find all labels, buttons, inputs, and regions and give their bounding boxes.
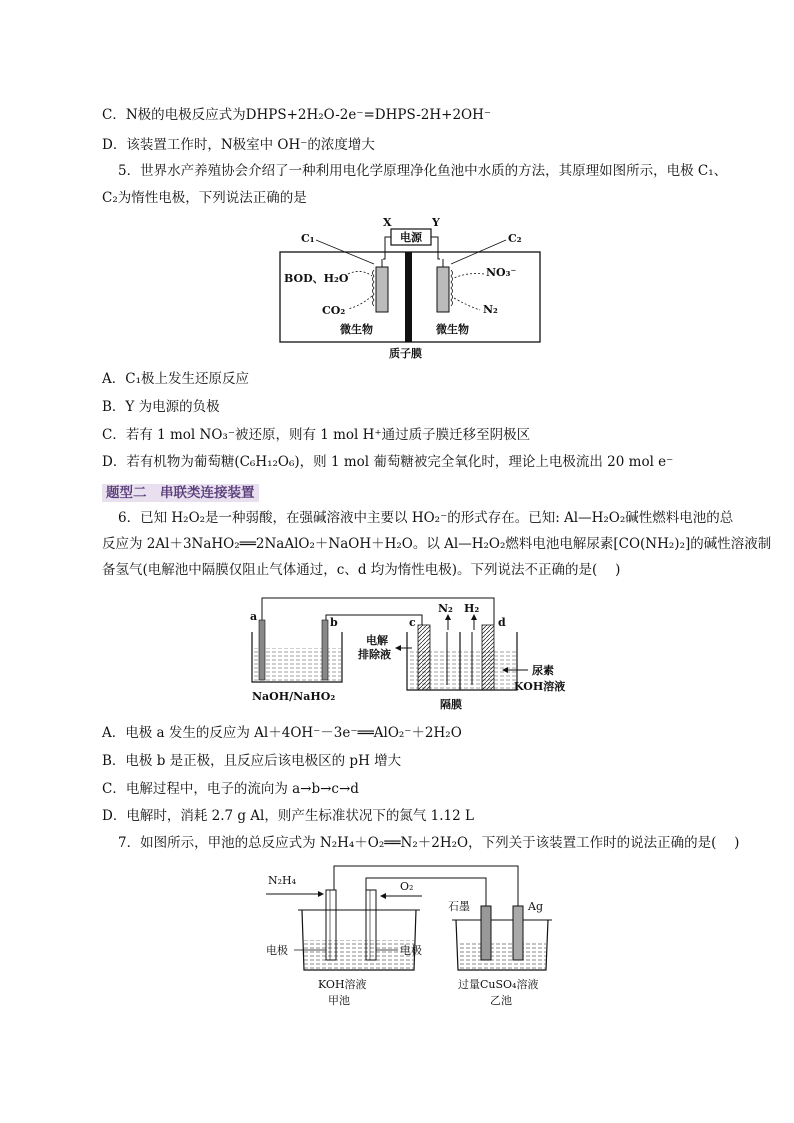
electrode-b-label: b [330, 616, 338, 629]
terminal-x-label: X [383, 216, 392, 229]
electrode-c1-label: C₁ [301, 232, 315, 245]
q6-option-d: D．电解时，消耗 2.7 g Al，则产生标准状况下的氮气 1.12 L [102, 808, 474, 824]
diaphragm-label: 隔膜 [440, 698, 462, 711]
electrode-left-label: 电极 [266, 944, 288, 957]
koh-solution-label: KOH溶液 [318, 978, 367, 991]
electrode-d-label: d [498, 616, 506, 629]
nitrogen-label: N₂ [483, 303, 498, 316]
q4-option-c: C．N极的电极反应式为DHPS+2H₂O-2e⁻=DHPS-2H+2OH⁻ [102, 107, 492, 123]
cuso4-label: 过量CuSO₄溶液 [458, 978, 539, 991]
power-source-label: 电源 [400, 231, 422, 244]
q5-option-c: C．若有 1 mol NO₃⁻被还原，则有 1 mol H⁺通过质子膜迁移至阴极区 [102, 427, 531, 443]
q5-stem-line1: 5．世界水产养殖协会介绍了一种利用电化学原理净化鱼池中水质的方法，其原理如图所示，电极 C₁、 [118, 163, 728, 179]
q5-option-d: D．若有机物为葡萄糖(C₆H₁₂O₆)，则 1 mol 葡萄糖被完全氧化时，理论上电极流出 20 mol e⁻ [102, 454, 674, 470]
terminal-y-label: Y [432, 216, 440, 229]
proton-membrane-label: 质子膜 [389, 347, 422, 360]
o2-label: O₂ [400, 880, 414, 893]
q5-option-b: B．Y 为电源的负极 [102, 399, 220, 415]
q4-option-d: D．该装置工作时，N极室中 OH⁻的浓度增大 [102, 137, 375, 153]
q7-figure [262, 858, 572, 1013]
waste-label-1: 电解 [366, 634, 388, 647]
koh-label: KOH溶液 [514, 680, 566, 693]
q6-option-b: B．电极 b 是正极，且反应后该电极区的 pH 增大 [102, 753, 402, 769]
naoh-label: NaOH/NaHO₂ [252, 690, 336, 703]
q6-stem-line2: 反应为 2Al＋3NaHO₂══2NaAlO₂＋NaOH＋H₂O。以 Al—H₂O₂燃料电池电解尿素[CO(NH₂)₂]的碱性溶液制 [102, 536, 772, 552]
electrode-right-label: 电极 [400, 944, 422, 957]
h2-label: H₂ [464, 602, 480, 615]
waste-label-2: 排除液 [358, 648, 391, 661]
microbe-left-label: 微生物 [340, 323, 373, 336]
electrode-c2-label: C₂ [508, 232, 522, 245]
graphite-label: 石墨 [448, 900, 470, 913]
q5-option-a: A．C₁极上发生还原反应 [102, 371, 249, 387]
q5-figure [276, 214, 544, 364]
microbe-right-label: 微生物 [436, 323, 469, 336]
q5-stem-line2: C₂为惰性电极，下列说法正确的是 [102, 190, 307, 206]
q6-option-c: C．电解过程中，电子的流向为 a→b→c→d [102, 781, 359, 797]
urea-label: 尿素 [532, 664, 554, 677]
electrode-c-label: c [409, 616, 416, 629]
q6-stem-line3: 备氢气(电解池中隔膜仅阻止气体通过，c、d 均为惰性电极)。下列说法不正确的是( ) [102, 562, 621, 578]
q6-option-a: A．电极 a 发生的反应为 Al＋4OH⁻－3e⁻══AlO₂⁻＋2H₂O [102, 725, 462, 741]
n2-label: N₂ [438, 602, 453, 615]
section-heading: 题型二 串联类连接装置 [102, 484, 259, 502]
co2-label: CO₂ [322, 304, 346, 317]
electrode-a-label: a [250, 610, 258, 623]
n2h4-label: N₂H₄ [268, 874, 297, 887]
q7-stem: 7．如图所示，甲池的总反应式为 N₂H₄＋O₂══N₂＋2H₂O，下列关于该装置工作时的说法正确的是( ) [118, 835, 740, 851]
q6-figure [242, 590, 582, 716]
cell-b-label: 乙池 [490, 994, 512, 1007]
silver-label: Ag [528, 900, 543, 913]
cell-a-label: 甲池 [328, 994, 350, 1007]
nitrate-label: NO₃⁻ [486, 266, 517, 279]
bod-h2o-label: BOD、H₂O [284, 272, 349, 285]
q6-stem-line1: 6．已知 H₂O₂是一种弱酸，在强碱溶液中主要以 HO₂⁻的形式存在。已知: Al—H₂O₂碱性燃料电池的总 [118, 510, 734, 526]
